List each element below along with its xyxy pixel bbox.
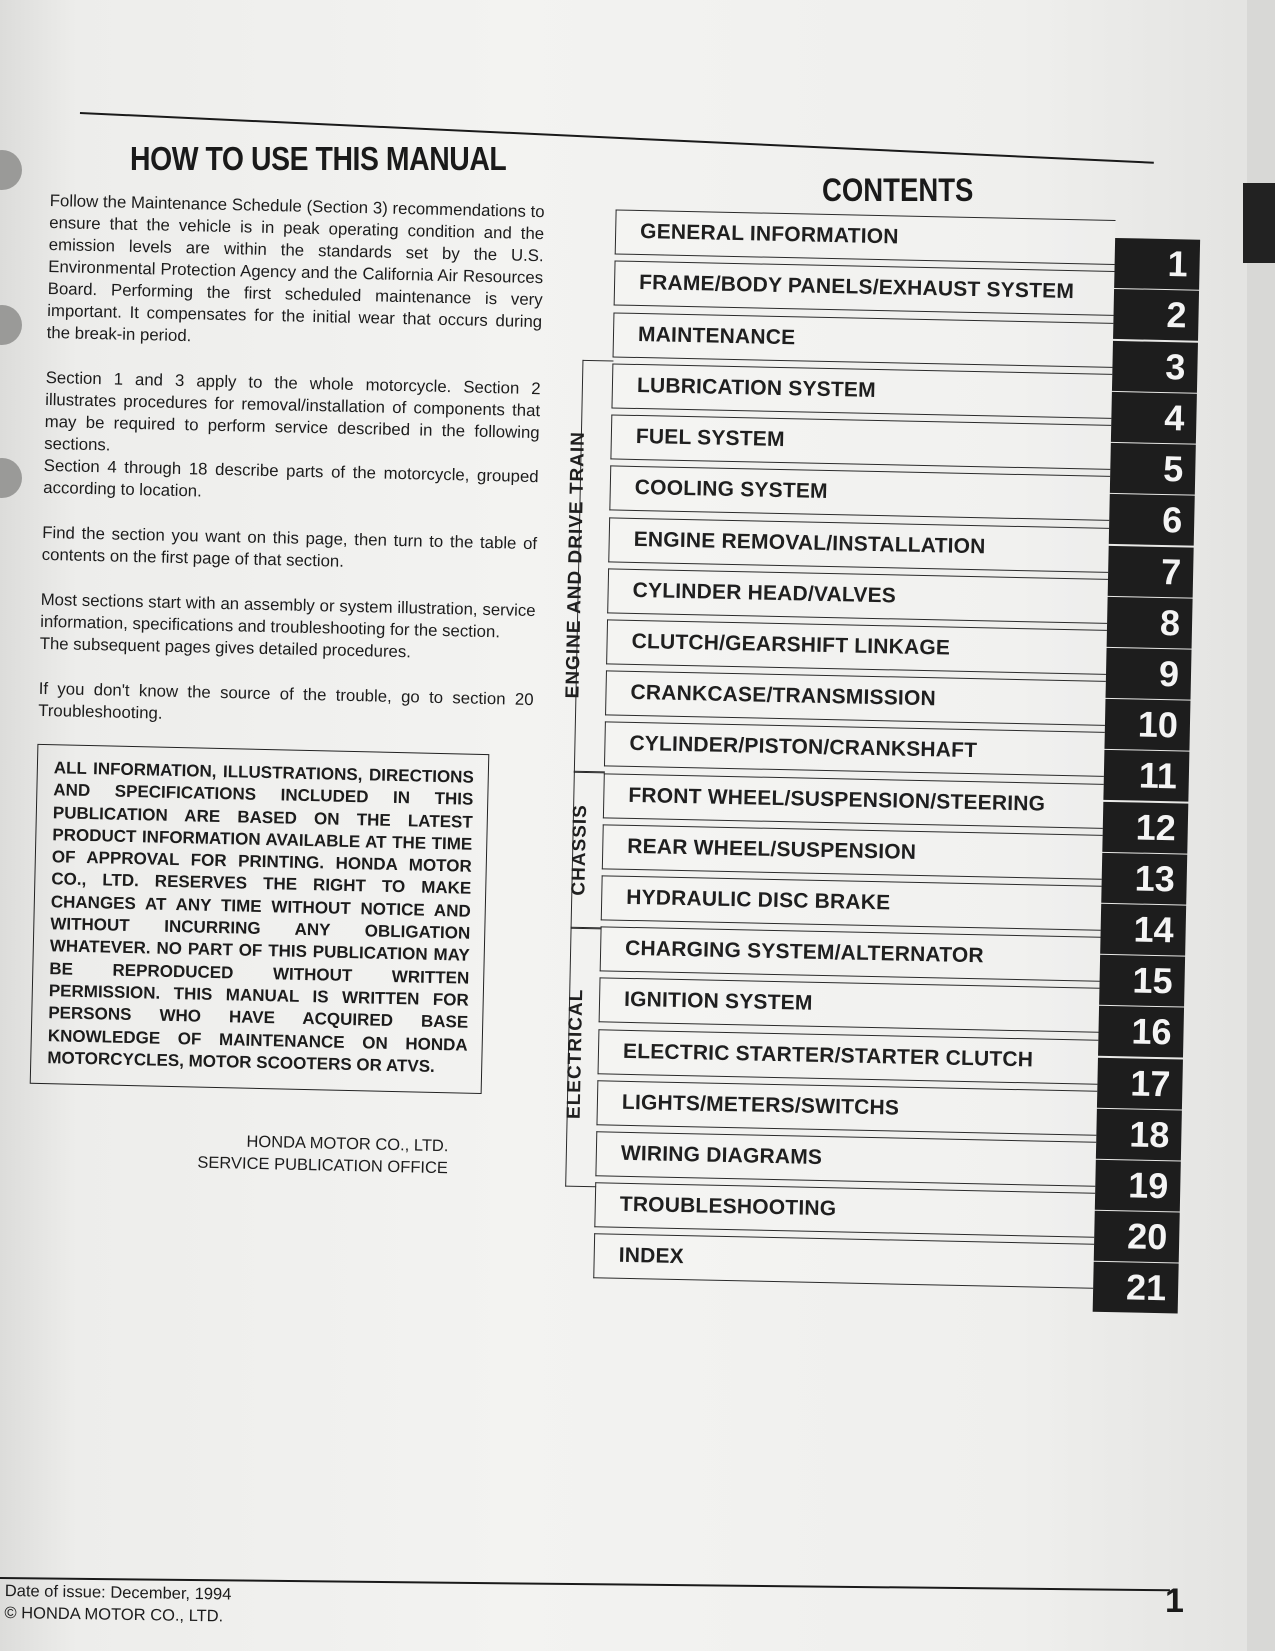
footer [4,1580,231,1628]
section-number-badge: 15 [1099,955,1185,1007]
toc-row[interactable] [604,721,1105,776]
section-number-badge: 17 [1097,1058,1183,1110]
paragraph-find-section: Find the section you want on this page, then turn to the table of contents on the first page of that section. [41,522,538,571]
toc-row[interactable] [611,363,1112,418]
section-number-badge: 6 [1109,494,1195,546]
group-label-electrical: ELECTRICAL [563,988,588,1120]
toc-row[interactable] [602,824,1103,879]
toc-row-title: REAR WHEEL/SUSPENSION [627,834,917,864]
toc-row[interactable] [601,875,1102,930]
toc-row-title: COOLING SYSTEM [634,475,828,503]
issue-date: Date of issue: December, 1994 [4,1581,232,1604]
toc-row[interactable] [614,260,1115,315]
toc-row-title: FRAME/BODY PANELS/EXHAUST SYSTEM [638,270,1075,304]
toc-row[interactable] [607,568,1108,623]
toc-row-title: CLUTCH/GEARSHIFT LINKAGE [631,629,951,660]
toc-row[interactable] [598,1029,1099,1084]
paragraph-section-groups: Section 4 through 18 describe parts of the motorcycle, grouped according to location. [43,455,539,501]
toc-row-title: MAINTENANCE [637,322,796,350]
section-number-badge: 7 [1108,546,1194,598]
section-number-badge: 13 [1101,853,1187,905]
toc-row-title: LIGHTS/METERS/SWITCHS [621,1090,900,1120]
toc-row[interactable] [605,670,1106,725]
group-label-chassis: CHASSIS [568,803,592,896]
toc-row-title: INDEX [618,1243,685,1269]
toc-row[interactable] [594,1182,1095,1237]
toc-row[interactable] [609,465,1110,520]
toc-row-title: CHARGING SYSTEM/ALTERNATOR [624,936,985,968]
toc-row-title: GENERAL INFORMATION [639,220,899,249]
section-number-badge: 12 [1102,802,1188,854]
paragraph-sections: Section 1 and 3 apply to the whole motorcycle. Section 2 illustrates procedures for removal/installation of components that may be required to perform service described in the following sections. [44,367,541,455]
toc-row-title: WIRING DIAGRAMS [620,1141,823,1170]
paragraph-section-structure: Most sections start with an assembly or system illustration, service information, specifications and troubleshooting for the section. [39,589,536,642]
toc-row[interactable] [608,517,1109,572]
toc-row-title: TROUBLESHOOTING [619,1192,837,1221]
toc-row-title: CRANKCASE/TRANSMISSION [630,680,937,711]
publisher-company: HONDA MOTOR CO., LTD. [246,1132,449,1156]
toc-row-title: LUBRICATION SYSTEM [636,373,877,402]
section-number-badge: 3 [1112,341,1198,393]
section-number-badge: 18 [1096,1109,1182,1161]
toc-row[interactable] [615,209,1116,264]
paragraph-subsequent-pages: The subsequent pages gives detailed procedures. [39,633,412,662]
toc-row[interactable] [595,1131,1096,1186]
toc-row-title: IGNITION SYSTEM [623,987,813,1015]
toc-row-title: FUEL SYSTEM [635,424,785,452]
section-number-badge: 4 [1111,392,1197,444]
toc-row[interactable] [606,619,1107,674]
paragraph-maintenance: Follow the Maintenance Schedule (Section 3) recommendations to ensure that the vehicle is in peak operating condition and the emission levels are within the standards set by the U.S. Environmental Protection Agency and the California Air Resources Board. Performing the first scheduled maintenance is very important. It compensates for the initial wear that occurs during the break-in period. [46,190,545,346]
publisher-office: SERVICE PUBLICATION OFFICE [197,1153,449,1178]
section-number-badge: 5 [1110,443,1196,495]
contents-title: CONTENTS [822,172,974,208]
section-number-badge: 10 [1104,699,1190,751]
section-number-badge: 8 [1107,597,1193,649]
toc-row[interactable] [613,312,1114,367]
toc-row[interactable] [596,1080,1097,1135]
copyright-line: © HONDA MOTOR CO., LTD. [4,1603,224,1626]
toc-row[interactable] [610,414,1111,469]
section-number-badge: 1 [1114,238,1200,290]
section-number-badge: 19 [1095,1160,1181,1212]
toc-row-title: CYLINDER/PISTON/CRANKSHAFT [629,731,978,763]
section-number-badge: 20 [1094,1211,1180,1263]
page-number: 1 [1165,1582,1184,1620]
toc-row[interactable] [593,1233,1094,1288]
toc-row-title: CYLINDER HEAD/VALVES [632,578,897,608]
toc-row-title: HYDRAULIC DISC BRAKE [625,885,891,915]
toc-row[interactable] [600,926,1101,981]
toc-row-title: ENGINE REMOVAL/INSTALLATION [633,527,986,559]
toc-row[interactable] [599,977,1100,1032]
toc-row[interactable] [603,773,1104,828]
section-number-badge: 14 [1100,904,1186,956]
copyright-notice-box: ALL INFORMATION, ILLUSTRATIONS, DIRECTIONS AND SPECIFICATIONS INCLUDED IN THIS PUBLICATION ARE BASED ON THE LATEST PRODUCT INFORMATION AVAILABLE AT THE TIME OF APPROVAL FOR PRINTING. HONDA MOTOR CO., LTD. RESERVES THE RIGHT TO MAKE CHANGES AT ANY TIME WITHOUT NOTICE AND WITHOUT INCURRING ANY OBLIGATION WHATEVER. NO PART OF THIS PUBLICATION MAY BE REPRODUCED WITHOUT WRITTEN PERMISSION. THIS MANUAL IS WRITTEN FOR PERSONS WHO HAVE ACQUIRED BASE KNOWLEDGE OF MAINTENANCE ON HONDA MOTORCYCLES, MOTOR SCOOTERS OR ATVS. [30,744,490,1094]
section-number-badge: 9 [1106,648,1192,700]
section-number-badge: 21 [1093,1262,1179,1314]
toc-row-title: FRONT WHEEL/SUSPENSION/STEERING [628,783,1046,816]
section-number-badge: 2 [1113,289,1199,341]
section-number-badge: 16 [1098,1006,1184,1058]
how-to-use-title: HOW TO USE THIS MANUAL [130,140,507,177]
paragraph-troubleshooting: If you don't know the source of the trouble, go to section 20 Troubleshooting. [37,678,534,723]
section-number-badge: 11 [1103,750,1189,802]
toc-row-title: ELECTRIC STARTER/STARTER CLUTCH [622,1039,1034,1072]
group-label-engine-drive-train: ENGINE AND DRIVE TRAIN [562,430,589,699]
